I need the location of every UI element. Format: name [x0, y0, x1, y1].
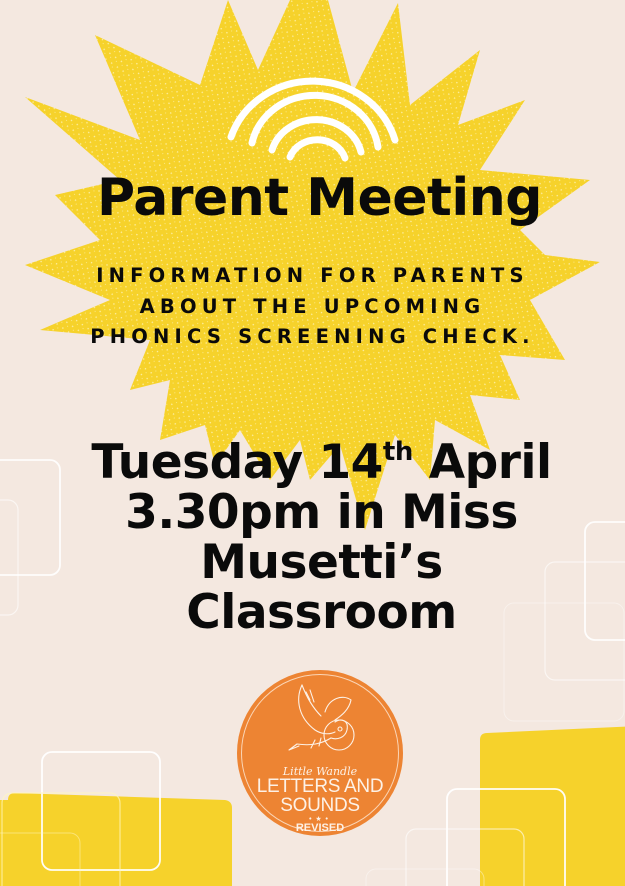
- logo-main-line-1: LETTERS AND: [256, 776, 384, 797]
- event-day: Tuesday 14: [91, 435, 383, 490]
- subtitle-line-1: INFORMATION FOR PARENTS: [96, 264, 529, 287]
- letters-and-sounds-logo: [237, 670, 403, 836]
- event-details: [0, 435, 625, 640]
- logo-script-text: Little Wandle: [282, 765, 358, 778]
- star-icon: •★•: [308, 815, 332, 823]
- logo-main-line-2: SOUNDS: [280, 795, 360, 816]
- logo-main-text: [237, 777, 403, 815]
- event-day-suffix: th: [382, 437, 413, 467]
- owl-icon: [277, 680, 367, 760]
- event-date: [18, 435, 625, 490]
- logo-revised-text: REVISED: [295, 822, 345, 834]
- event-time-place: 3.30pm in Miss: [125, 485, 518, 540]
- event-teacher: Musetti’s: [200, 535, 443, 590]
- subtitle: [0, 261, 625, 353]
- event-room: Classroom: [186, 585, 457, 640]
- event-month: April: [412, 435, 552, 490]
- subtitle-line-3: PHONICS SCREENING CHECK.: [90, 325, 535, 348]
- subtitle-line-2: ABOUT THE UPCOMING: [139, 294, 486, 318]
- page-title: Parent Meeting: [97, 168, 542, 228]
